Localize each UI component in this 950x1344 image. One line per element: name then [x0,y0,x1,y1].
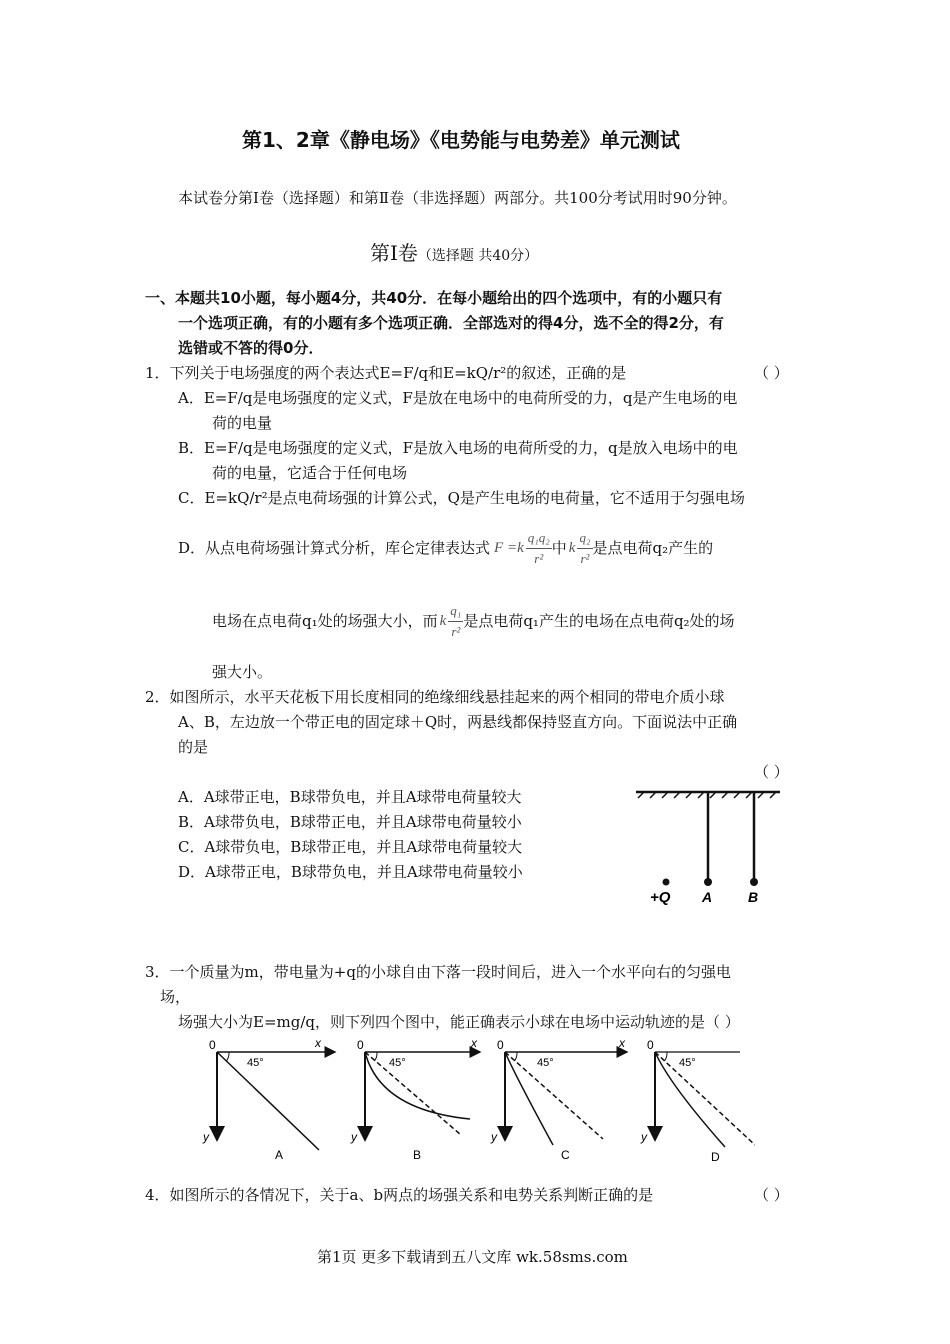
q1-stem: 1．下列关于电场强度的两个表达式E=F/q和E=kQ/r²的叙述，正确的是 [145,364,627,382]
section-heading [370,237,538,266]
charge-q [663,879,670,886]
fig-d-label: D [711,1150,720,1164]
q2-option-a: A．A球带正电，B球带负电，并且A球带电荷量较大 [178,788,522,806]
formula-field1-fraction [448,601,463,642]
q2-stem-line1: 2．如图所示，水平天花板下用长度相同的绝缘细线悬挂起来的两个相同的带电介质小球 [145,688,725,706]
page-footer: 第1页 更多下载请到五八文库 wk.58sms.com [317,1248,628,1266]
fig-b-label: B [413,1148,422,1162]
trajectory-figure-a [202,1036,335,1162]
q3-stem-line2: 场， [160,988,191,1006]
instructions-line1: 一、本题共10小题，每小题4分，共40分．在每小题给出的四个选项中，有的小题只有 [145,289,723,307]
fig-b-x-label: x [471,1036,477,1050]
q3-stem-line3: 场强大小为E=mg/q，则下列四个图中，能正确表示小球在电场中运动轨迹的是（ ） [178,1013,740,1031]
formula-field1-numerator: q₁ [448,601,463,622]
formula-coulomb-fraction [526,528,552,569]
trajectory-figure-d [640,1038,755,1164]
formula-field2-numerator: q₂ [577,528,592,549]
fig-d-y-label: y [641,1130,647,1144]
q2-answer-bracket: （ ） [754,763,789,781]
q2-option-c: C．A球带负电，B球带正电，并且A球带电荷量较大 [178,838,523,856]
q1-d-text-b: 中 [551,539,567,557]
fig-a-origin: 0 [209,1038,216,1052]
page-title: 第1、2章《静电场》《电势能与电势差》单元测试 [242,128,680,152]
q1-option-c: C．E=kQ/r²是点电荷场强的计算公式，Q是产生电场的电荷量，它不适用于匀强电场 [178,489,745,507]
q1-option-b-line2: 荷的电量，它适合于任何电场 [212,464,408,482]
formula-field1-denominator: r² [451,623,461,639]
fig-a-y-label: y [203,1130,209,1144]
q1-option-b-line1: B．E=F/q是电场强度的定义式，F是放入电场的电荷所受的力，q是放入电场中的电 [178,439,738,457]
ball-b [750,878,758,886]
q1-answer-bracket: （ ） [754,364,789,382]
q2-stem-line2: A、B，左边放一个带正电的固定球＋Q时，两悬线都保持竖直方向。下面说法中正确 [178,713,738,731]
fig-b-angle: 45° [389,1057,406,1069]
q3-stem-line1: 3．一个质量为m，带电量为+q的小球自由下落一段时间后，进入一个水平向右的匀强电 [145,963,731,981]
fig-a-angle: 45° [247,1057,264,1069]
section-heading-main: 第Ⅰ卷 [370,241,418,265]
fig-a-label: A [275,1148,284,1162]
formula-coulomb-denominator: r² [534,550,544,566]
intro-text: 本试卷分第Ⅰ卷（选择题）和第Ⅱ卷（非选择题）两部分。共100分考试用时90分钟。 [178,189,737,207]
fig-b-origin: 0 [357,1038,364,1052]
q2-stem-line3: 的是 [178,738,209,756]
label-plus-q: +Q [650,889,671,906]
fig-c-y-label: y [491,1130,497,1144]
q3-trajectory-figures [195,1035,755,1170]
instructions-line3: 选错或不答的得0分． [178,339,324,357]
trajectory-figure-c [490,1036,627,1162]
q4-answer-bracket: （ ） [754,1186,789,1204]
fig-c-x-label: x [619,1036,625,1050]
formula-field2-fraction [577,528,592,569]
trajectory-figure-b [350,1036,480,1162]
section-heading-sub: （选择题 共40分） [417,248,539,264]
q1-option-a-line2: 荷的电量 [212,414,273,432]
ball-a [704,878,712,886]
q1-option-d-line3: 强大小。 [212,663,273,681]
q1-d-text-a: D．从点电荷场强计算式分析，库仑定律表达式 [178,539,491,557]
q4-stem: 4．如图所示的各情况下，关于a、b两点的场强关系和电势关系判断正确的是 [145,1186,654,1204]
q1-option-d-line1 [178,528,713,568]
formula-field2-k: k [568,540,576,556]
q1-d-text-d: 电场在点电荷q₁处的场强大小，而 [212,612,438,630]
fig-d-origin: 0 [647,1038,654,1052]
instructions-line2: 一个选项正确，有的小题有多个选项正确．全部选对的得4分，选不全的得2分，有 [178,314,724,332]
formula-field1-k: k [439,613,447,629]
fig-d-angle: 45° [679,1057,696,1069]
q2-option-b: B．A球带负电，B球带正电，并且A球带电荷量较小 [178,813,522,831]
fig-a-x-label: x [315,1036,321,1050]
label-b: B [748,889,759,905]
q1-option-d-line2 [212,601,735,641]
label-a: A [702,889,713,905]
formula-coulomb-numerator: q₁q₂ [526,528,552,549]
formula-field2-denominator: r² [580,550,590,566]
q2-figure-hanging-balls [630,780,790,910]
fig-b-y-label: y [351,1130,357,1144]
formula-coulomb-lhs: F =k [494,540,524,556]
q1-d-text-e: 是点电荷q₁产生的电场在点电荷q₂处的场 [463,612,735,630]
q1-option-a-line1: A．E=F/q是电场强度的定义式，F是放在电场中的电荷所受的力，q是产生电场的电 [178,389,738,407]
q1-d-text-c: 是点电荷q₂产生的 [592,539,714,557]
q2-option-d: D．A球带正电，B球带负电，并且A球带电荷量较小 [178,863,523,881]
fig-c-label: C [561,1148,570,1162]
fig-c-angle: 45° [537,1057,554,1069]
fig-c-origin: 0 [497,1038,504,1052]
